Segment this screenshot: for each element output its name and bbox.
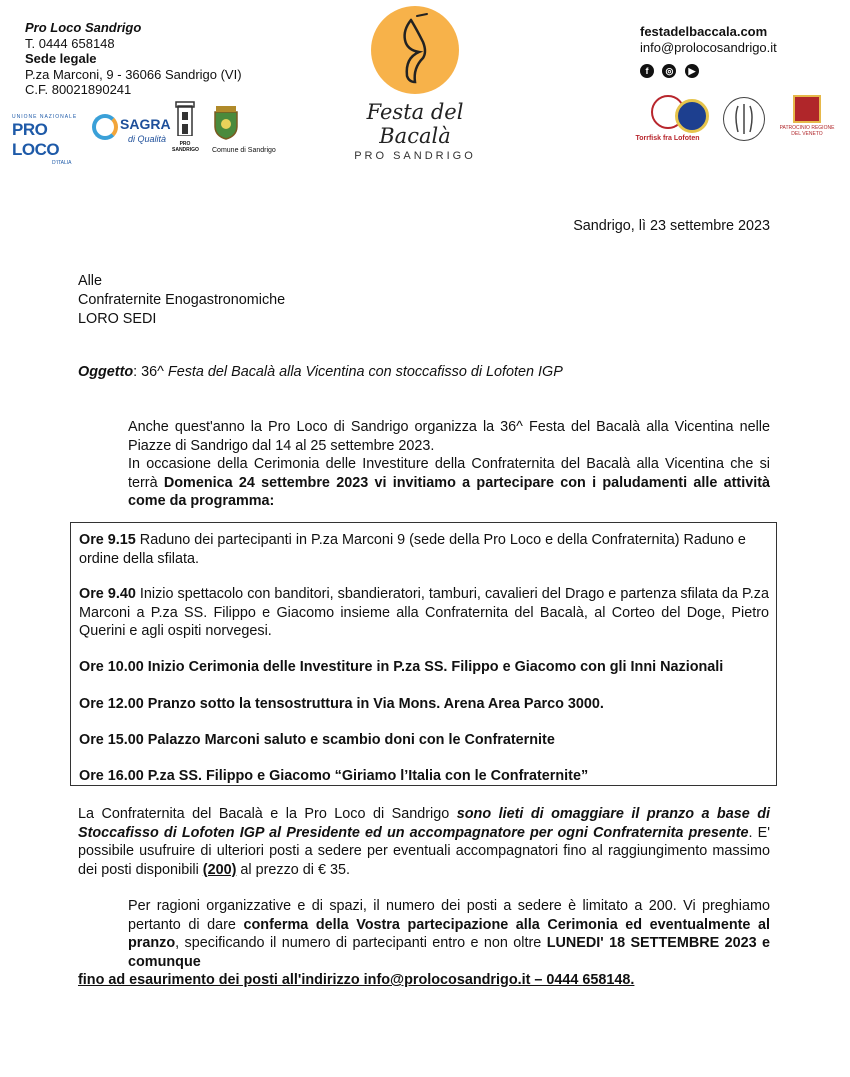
program-item xyxy=(79,658,769,677)
program-time: Ore 16.00 xyxy=(79,768,144,784)
pro-sandrigo-logo xyxy=(172,100,198,153)
festa-bacala-logo xyxy=(330,6,500,162)
facebook-icon[interactable]: f xyxy=(640,64,654,78)
org-cf: C.F. 80021890241 xyxy=(25,82,132,97)
confirm-text-e: fino ad esaurimento dei posti all'indirizzo info@prolocosandrigo.it – 0444 658148. xyxy=(78,972,635,988)
confirm-text-a: Per ragioni organizzative e di spazi, il numero dei posti a sedere è limitato a 200. Vi preghiamo pertanto di dare xyxy=(128,898,770,933)
program-time: Ore 9.40 xyxy=(79,586,136,602)
program-item xyxy=(79,531,769,568)
program-text: P.za SS. Filippo e Giacomo “Giriamo l’Italia con le Confraternite” xyxy=(143,768,589,784)
festa-subtitle: PRO SANDRIGO xyxy=(354,150,476,162)
org-address: P.za Marconi, 9 - 36066 Sandrigo (VI) xyxy=(25,66,242,82)
intro-sentence-2 xyxy=(78,455,770,511)
program-text: Palazzo Marconi saluto e scambio doni con le Confraternite xyxy=(143,732,555,748)
confraternita-seal-icon xyxy=(723,97,765,141)
pro-sandrigo-label: PRO SANDRIGO xyxy=(172,141,199,153)
subject-number: : 36^ xyxy=(133,364,168,380)
lunch-text-d: (200) xyxy=(202,861,237,878)
unpli-it-text: D'ITALIA xyxy=(52,160,72,166)
comune-logo xyxy=(212,106,282,154)
org-name: Pro Loco Sandrigo xyxy=(25,20,142,35)
sagra-qualita-logo xyxy=(92,114,172,148)
igp-seal-icon xyxy=(675,99,709,133)
recipient-line: Alle xyxy=(78,273,102,289)
torrfisk-label: Torrfisk fra Lofoten xyxy=(635,135,700,142)
coat-of-arms-icon xyxy=(212,106,240,140)
program-time: Ore 9.15 xyxy=(79,532,136,548)
recipient-line: Confraternite Enogastronomiche xyxy=(78,292,286,308)
lunch-text-c: . E' possibile usufruire di ulteriori posti a sedere per eventuali accompagnatori fino al raggiungimento massimo dei posti disponibili xyxy=(78,824,770,878)
program-time: Ore 15.00 xyxy=(79,732,144,748)
program-text: Pranzo sotto la tensostruttura in Via Mons. Arena Area Parco 3000. xyxy=(143,696,604,712)
confirmation-paragraph xyxy=(78,897,770,990)
fish-logo-icon xyxy=(371,6,459,94)
sede-label: Sede legale xyxy=(25,51,97,66)
intro-sentence-1: Anche quest'anno la Pro Loco di Sandrigo organizza la 36^ Festa del Bacalà alla Vicentina nelle Piazze di Sandrigo dal 14 al 25 settembre 2023. xyxy=(128,419,770,454)
lunch-text-b: sono lieti di omaggiare il pranzo a base di Stoccafisso di Lofoten IGP al Presidente ed un accompagnatore per ogni Confraternita presente xyxy=(78,806,770,841)
subject-line xyxy=(78,363,563,382)
intro-normal-text: In occasione della Cerimonia delle Investiture della Confraternita del Bacalà alla Vicentina che si terrà xyxy=(128,456,770,491)
confirmation-body xyxy=(78,897,770,971)
lunch-paragraph xyxy=(78,805,770,879)
social-icons xyxy=(640,61,703,79)
veneto-label: PATROCINIO REGIONE DEL VENETO xyxy=(779,125,835,137)
organization-info xyxy=(25,20,242,98)
sagra-sub: di Qualità xyxy=(128,134,167,144)
partner-logos-right xyxy=(625,95,845,155)
program-item xyxy=(79,731,769,750)
lunch-text-e: al prezzo di € 35. xyxy=(236,861,350,878)
regione-veneto-logo xyxy=(777,95,837,137)
org-phone: T. 0444 658148 xyxy=(25,35,115,51)
sagra-q-icon xyxy=(92,114,118,140)
comune-label: Comune di Sandrigo xyxy=(212,147,276,154)
confirm-text-c: , specificando il numero di partecipanti entro e non oltre xyxy=(175,935,547,951)
recipient-line: LORO SEDI xyxy=(78,311,157,327)
website-link[interactable]: festadelbaccala.com xyxy=(640,24,768,39)
program-item xyxy=(79,585,769,641)
lunch-text-a: La Confraternita del Bacalà e la Pro Loco di Sandrigo xyxy=(78,806,457,822)
unpli-big-text: PRO LOCO xyxy=(12,120,60,159)
unpli-logo xyxy=(12,114,90,166)
program-item xyxy=(79,767,769,786)
confirm-text-b: conferma della Vostra partecipazione alla Cerimonia ed eventualmente al pranzo xyxy=(128,916,770,951)
contact-info xyxy=(640,24,777,56)
program-time: Ore 10.00 xyxy=(79,659,144,675)
email-link[interactable]: info@prolocosandrigo.it xyxy=(640,40,777,55)
program-time: Ore 12.00 xyxy=(79,696,144,712)
festa-title: Festa del Bacalà xyxy=(366,100,464,148)
sagra-title: SAGRA xyxy=(120,116,171,132)
recipients xyxy=(78,272,285,329)
instagram-icon[interactable]: ◎ xyxy=(662,64,676,78)
intro-bold-text: Domenica 24 settembre 2023 vi invitiamo a partecipare con i paludamenti alle attività come da programma: xyxy=(128,474,770,509)
partner-logos-left xyxy=(12,100,276,166)
intro-paragraph xyxy=(78,418,770,511)
letter-date: Sandrigo, lì 23 settembre 2023 xyxy=(573,218,770,234)
confirm-text-d: LUNEDI' 18 SETTEMBRE 2023 e comunque xyxy=(128,935,771,970)
program-text: Inizio Cerimonia delle Investiture in P.za SS. Filippo e Giacomo con gli Inni Nazionali xyxy=(143,659,724,675)
program-text: Raduno dei partecipanti in P.za Marconi 9 (sede della Pro Loco e della Confraternita) Raduno e ordine della sfilata. xyxy=(79,532,746,567)
subject-text: Festa del Bacalà alla Vicentina con stoccafisso di Lofoten IGP xyxy=(167,364,563,380)
unpli-small-text: UNIONE NAZIONALE xyxy=(12,114,78,120)
veneto-lion-icon xyxy=(793,95,821,123)
youtube-icon[interactable]: ▶ xyxy=(685,64,699,78)
subject-label: Oggetto xyxy=(78,364,134,380)
program-box xyxy=(70,522,777,786)
tower-icon xyxy=(172,100,198,136)
program-text: Inizio spettacolo con banditori, sbandieratori, tamburi, cavalieri del Drago e partenza sfilata da P.za Marconi a P.za SS. Filippo e Giacomo insieme alla Confraternita del Bacalà, al Corteo del Doge, Pietro Querini e agli ospiti norvegesi. xyxy=(79,586,769,639)
program-item xyxy=(79,695,769,714)
